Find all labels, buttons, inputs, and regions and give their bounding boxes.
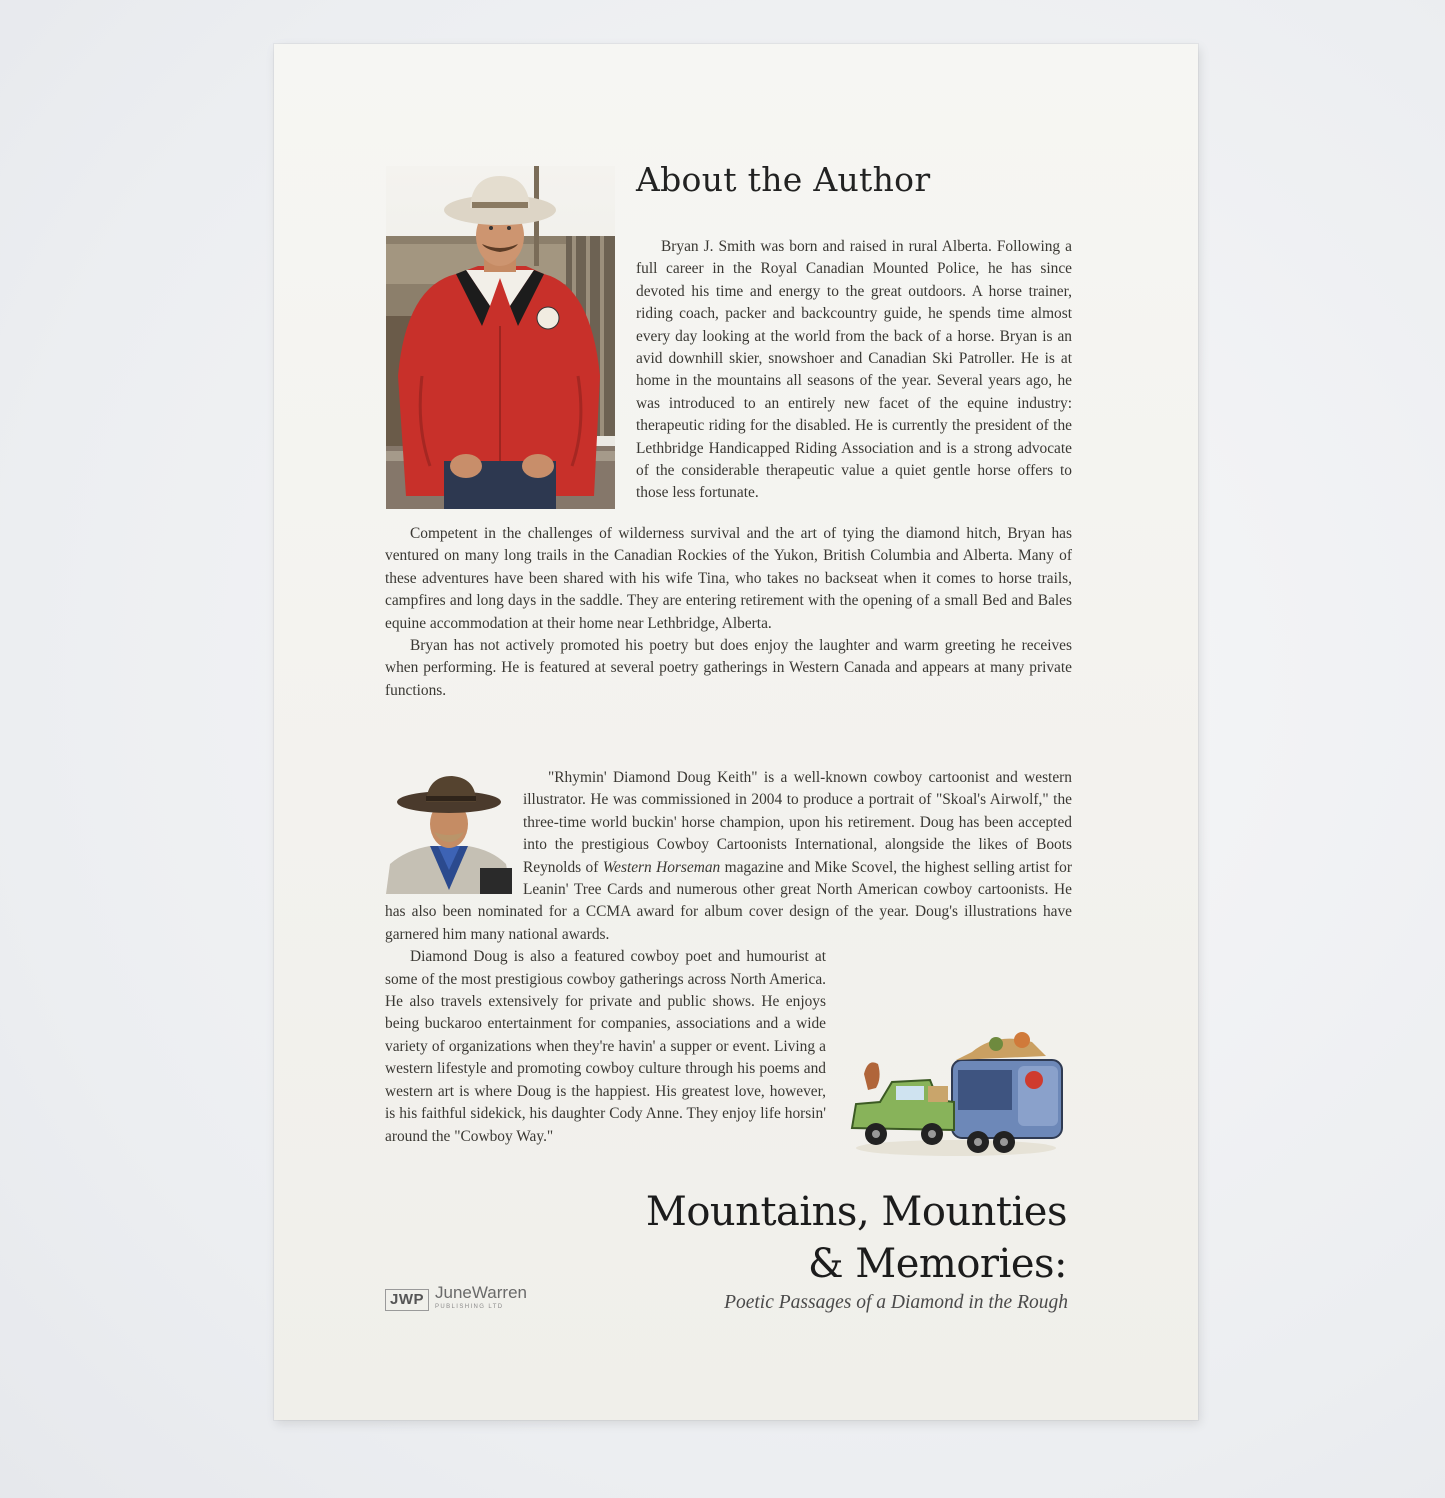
publisher-name: JuneWarren xyxy=(435,1283,527,1302)
about-para-2-block xyxy=(385,523,1072,702)
illustrator-wrap-spacer xyxy=(385,767,523,897)
illustrator-para-1 xyxy=(385,767,1072,946)
truck-trailer-cartoon xyxy=(846,1030,1066,1160)
publisher-text xyxy=(435,1283,527,1314)
about-heading: About the Author xyxy=(636,160,931,199)
author-photo xyxy=(386,166,615,509)
about-para-2: Competent in the challenges of wilderness survival and the art of tying the diamond hitch, Bryan has ventured on many long trails in the Canadian Rockies of the Yukon, British Columbia and Alberta. Many of these adventures have been shared with his wife Tina, who takes no backseat when it comes to horse trails, campfires and long days in the saddle. They are entering retirement with the opening of a small Bed and Bales equine accommodation at their home near Lethbridge, Alberta. xyxy=(385,525,1072,632)
about-para-3: Bryan has not actively promoted his poetry but does enjoy the laughter and warm greeting he receives when performing. He is featured at several poetry gatherings in Western Canada and appears at many private functions. xyxy=(385,637,1072,699)
western-horseman-title: Western Horseman xyxy=(602,858,721,876)
illustrator-para-2-text: Diamond Doug is also a featured cowboy poet and humourist at some of the most prestigious cowboy gatherings across North America. He also travels extensively for private and public shows. He enjoys being buckaroo entertainment for companies, associations and a wide variety of organizations when they're havin' a supper or event. Living a western lifestyle and promoting cowboy culture through his poems and western art is where Doug is the happiest. His greatest love, however, is his faithful sidekick, his daughter Cody Anne. They enjoy life horsin' around the "Cowboy Way." xyxy=(385,948,826,1145)
book-subtitle: Poetic Passages of a Diamond in the Rough xyxy=(724,1292,1068,1313)
publisher-sub: PUBLISHING LTD xyxy=(435,1304,504,1310)
publisher-mark: JWP xyxy=(385,1289,429,1311)
illustrator-para-1-start: "Rhymin' Diamond Doug Keith" is a well-known cowboy cartoonist and western illustrator. He was commissioned in 2004 to produce a portrait of "Skoal's Airwolf," the three-time world buckin' horse champion, upon his retirement. Doug has been accepted into the prestigious Cowboy Cartoonists International, alongside the likes of Boots Reynolds of xyxy=(523,769,1072,876)
book-title xyxy=(646,1186,1067,1290)
about-para-1-block xyxy=(636,236,1072,505)
publisher-logo xyxy=(385,1283,527,1314)
about-para-1: Bryan J. Smith was born and raised in rural Alberta. Following a full career in the Royal Canadian Mounted Police, he has since devoted his time and energy to the great outdoors. A horse trainer, riding coach, packer and backcountry guide, he spends time almost every day looking at the world from the back of a horse. Bryan is an avid downhill skier, snowshoer and Canadian Ski Patroller. He is at home in the mountains all seasons of the year. Several years ago, he was introduced to an entirely new facet of the equine industry: therapeutic riding for the disabled. He is currently the president of the Lethbridge Handicapped Riding Association and is a strong advocate of the considerable therapeutic value a quiet gentle horse offers to those less fortunate. xyxy=(636,238,1072,502)
illustrator-para-1-end: magazine and Mike Scovel, the highest selling artist for Leanin' Tree Cards and numerous other great North American cowboy cartoonists. He has also been nominated for a CCMA award for album cover design of the year. Doug's illustrations have garnered him many national awards. xyxy=(385,858,1072,943)
book-title-line-1: Mountains, Mounties xyxy=(645,1189,1067,1235)
book-title-line-2: & Memories: xyxy=(807,1241,1067,1287)
